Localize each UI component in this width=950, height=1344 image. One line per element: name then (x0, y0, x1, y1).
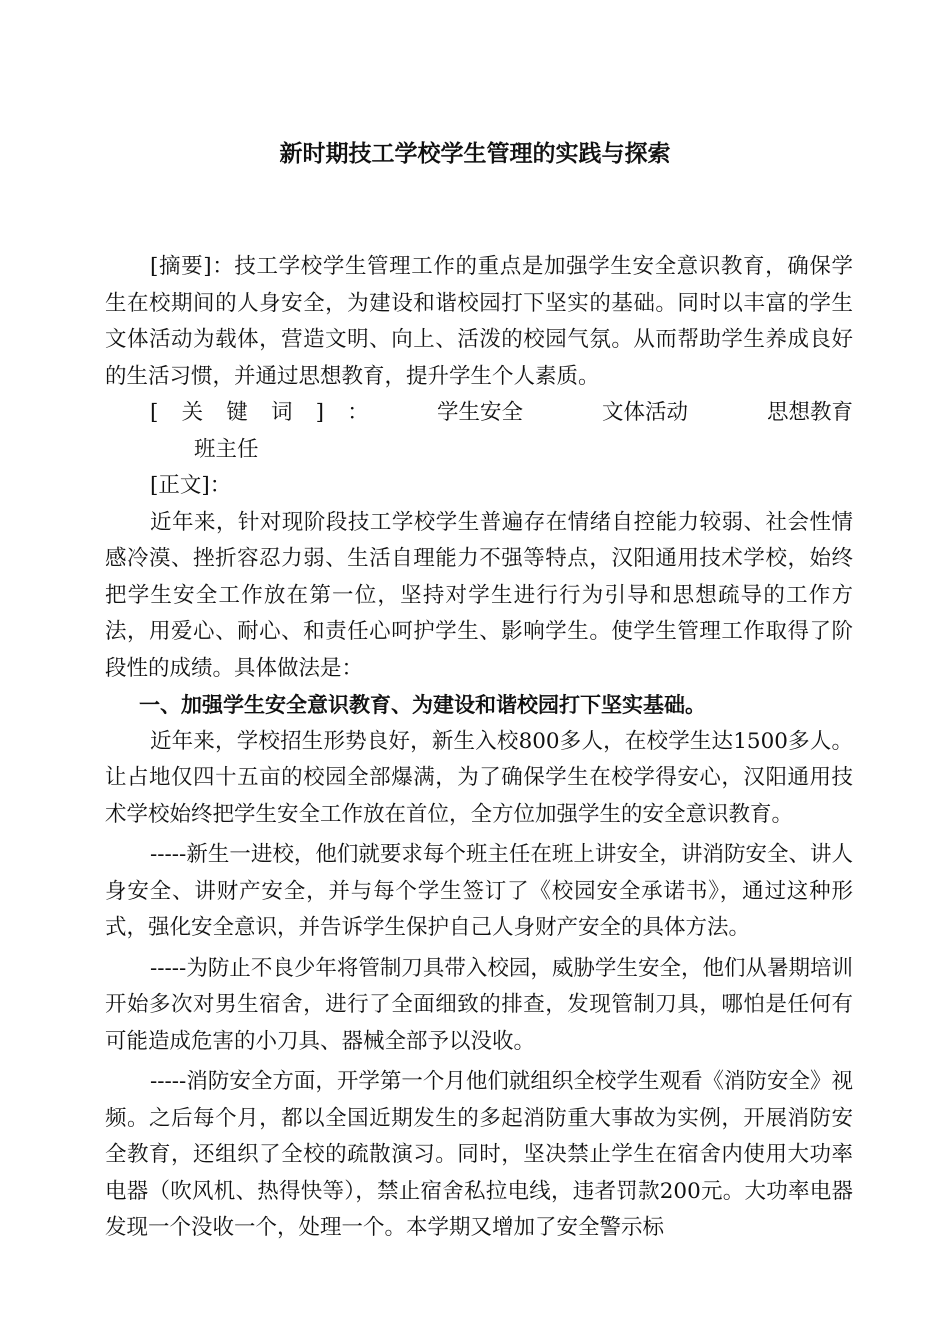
keywords-line (105, 395, 853, 468)
section-paragraph: 近年来，学校招生形势良好，新生入校800多人，在校学生达1500多人。让占地仅四十五亩的校园全部爆满，为了确保学生在校学得安心，汉阳通用技术学校始终把学生安全工作放在首位，全方位加强学生的安全意识教育。 (105, 728, 853, 827)
section-paragraph: -----消防安全方面，开学第一个月他们就组织全校学生观看《消防安全》视频。之后每个月，都以全国近期发生的多起消防重大事故为实例，开展消防安全教育，还组织了全校的疏散演习。同时，坚决禁止学生在宿舍内使用大功率电器（吹风机、热得快等），禁止宿舍私拉电线，违者罚款200元。大功率电器发现一个没收一个，处理一个。本学期又增加了安全警示标 (105, 1069, 853, 1240)
document-body (105, 249, 853, 1247)
section-paragraph: -----新生一进校，他们就要求每个班主任在班上讲安全，讲消防安全、讲人身安全、讲财产安全，并与每个学生签订了《校园安全承诺书》，通过这种形式，强化安全意识，并告诉学生保护自己人身财产安全的具体方法。 (105, 842, 853, 940)
keyword-3: 思想教育 (766, 400, 853, 425)
abstract-paragraph: [摘要]：技工学校学生管理工作的重点是加强学生安全意识教育，确保学生在校期间的人身安全，为建设和谐校园打下坚实的基础。同时以丰富的学生文体活动为载体，营造文明、向上、活泼的校园气氛。从而帮助学生养成良好的生活习惯，并通过思想教育，提升学生个人素质。 (105, 254, 853, 389)
body-label: [正文]： (150, 473, 232, 498)
document-title: 新时期技工学校学生管理的实践与探索 (279, 141, 671, 167)
section-heading: 一、加强学生安全意识教育、为建设和谐校园打下坚实基础。 (139, 693, 706, 717)
keywords-label: [关键词]： (150, 400, 392, 425)
section-paragraph: -----为防止不良少年将管制刀具带入校园，威胁学生安全，他们从暑期培训开始多次对男生宿舍，进行了全面细致的排查，发现管制刀具，哪怕是任何有可能造成危害的小刀具、器械全部予以没收。 (105, 955, 853, 1054)
keyword-4: 班主任 (194, 436, 259, 462)
keyword-1: 学生安全 (436, 400, 523, 425)
keyword-2: 文体活动 (601, 400, 688, 425)
intro-paragraph: 近年来，针对现阶段技工学校学生普遍存在情绪自控能力较弱、社会性情感冷漠、挫折容忍力弱、生活自理能力不强等特点，汉阳通用技术学校，始终把学生安全工作放在第一位，坚持对学生进行行为引导和思想疏导的工作方法，用爱心、耐心、和责任心呵护学生、影响学生。使学生管理工作取得了阶段性的成绩。具体做法是： (105, 509, 853, 681)
